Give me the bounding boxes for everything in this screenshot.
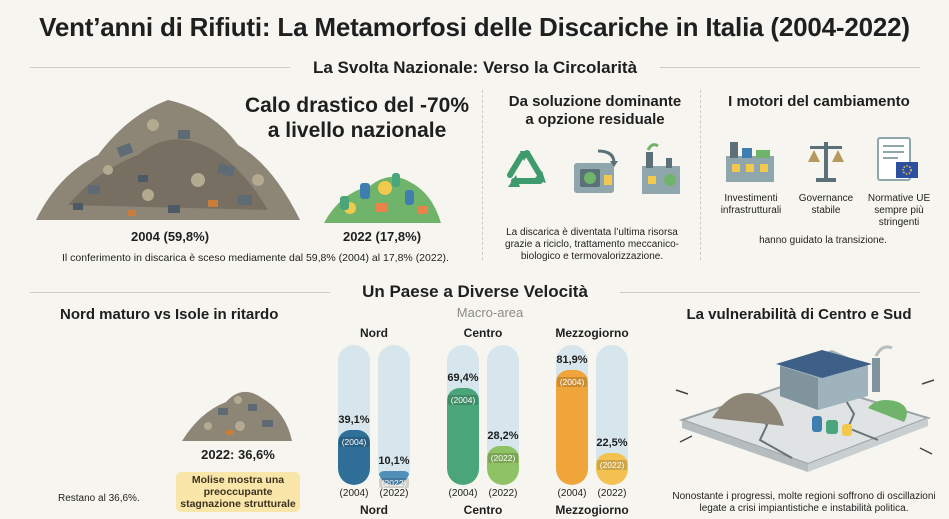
molise-note-line3: stagnazione strutturale [180, 498, 296, 510]
year-tag-centro-2022 [487, 448, 519, 466]
driver-line: sempre più [874, 205, 924, 216]
divider [30, 67, 290, 68]
year-axis-label-centro-2022: (2022) [488, 488, 518, 499]
value-label-centro-2004: 69,4% [447, 372, 479, 384]
page-title: Vent’anni di Rifiuti: La Metamorfosi delle Discariche in Italia (2004-2022) [39, 12, 910, 42]
drivers-title: I motori del cambiamento [728, 93, 910, 110]
waste-to-energy-icon [636, 140, 686, 198]
molise-note [176, 472, 300, 512]
divider [700, 90, 701, 260]
year-tag-nord-2004 [338, 432, 370, 450]
year-tag-text: (2004) [557, 377, 588, 387]
transition-title-line2: a opzione residuale [525, 111, 665, 128]
cracked-landfill-plant-icon [672, 330, 938, 478]
category-label-top: Mezzogiorno [555, 326, 629, 340]
mechanical-treatment-icon [568, 145, 624, 197]
divider [482, 90, 483, 260]
left-panel-title: Nord maturo vs Isole in ritardo [60, 306, 279, 323]
driver-line: Investimenti [724, 193, 778, 204]
year-axis-label-nord-2004: (2004) [339, 488, 369, 499]
value-label-nord-2022: 10,1% [378, 455, 410, 467]
macro-area-chart [330, 300, 650, 519]
category-label-top: Centro [463, 326, 503, 340]
year-axis-label-mezzogiorno-2004: (2004) [557, 488, 587, 499]
scales-icon [802, 136, 850, 184]
national-headline-line2: a livello nazionale [267, 119, 447, 142]
transition-text-line2: grazie a riciclo, trattamento meccanico- [505, 239, 679, 250]
national-headline-line1: Calo drastico del -70% [244, 94, 470, 117]
divider [30, 292, 330, 293]
factory-icon [722, 136, 778, 184]
right-panel-caption [662, 491, 946, 515]
driver-line: infrastrutturali [720, 205, 782, 216]
national-headline [232, 93, 482, 143]
transition-title-line1: Da soluzione dominante [508, 93, 682, 110]
driver-investments [712, 193, 790, 217]
transition-text [494, 227, 690, 263]
transition-title [490, 93, 700, 129]
molise-note-line2: preoccupante [203, 486, 273, 498]
year-tag-text: (2022) [488, 453, 519, 463]
category-label-bottom: Mezzogiorno [555, 503, 629, 517]
category-label-top: Nord [360, 326, 388, 340]
divider [660, 67, 920, 68]
restano-text: Restano al 36,6%. [58, 493, 140, 504]
section-title-national: La Svolta Nazionale: Verso la Circolarità [312, 58, 638, 77]
driver-eu-rules [862, 193, 936, 229]
value-label-mezzogiorno-2022: 22,5% [596, 437, 628, 449]
bar-track-centro-2004 [447, 345, 479, 485]
landfill-pile-2022-icon [320, 158, 445, 226]
year-tag-mezzogiorno-2022 [596, 455, 628, 473]
year-tag-mezzogiorno-2004 [556, 372, 588, 390]
landfill-pile-molise-icon [178, 378, 296, 444]
eu-document-icon [872, 134, 922, 186]
right-caption-line1: Nonostante i progressi, molte regioni soffrono di oscillazioni [672, 491, 936, 502]
year-tag-text: (2004) [448, 395, 479, 405]
category-label-bottom: Nord [360, 503, 388, 517]
driver-line: stabile [811, 205, 841, 216]
chart-title: Macro-area [456, 305, 524, 320]
label-2004: 2004 (59,8%) [130, 229, 210, 244]
right-panel-title: La vulnerabilità di Centro e Sud [686, 306, 912, 323]
right-caption-line2: legate a crisi impiantistiche e instabilità politica. [699, 503, 909, 514]
recycle-icon [500, 145, 554, 199]
driver-line: stringenti [878, 217, 920, 228]
value-label-mezzogiorno-2004: 81,9% [556, 354, 588, 366]
driver-governance [790, 193, 862, 217]
category-label-bottom: Centro [463, 503, 503, 517]
driver-line: Normative UE [867, 193, 931, 204]
national-caption: Il conferimento in discarica è sceso mediamente dal 59,8% (2004) al 17,8% (2022). [62, 252, 449, 264]
driver-line: Governance [798, 193, 854, 204]
year-tag-centro-2004 [447, 390, 479, 408]
drivers-caption: hanno guidato la transizione. [759, 235, 887, 246]
molise-note-line1: Molise mostra una [191, 474, 285, 486]
divider [620, 292, 920, 293]
section-title-speeds: Un Paese a Diverse Velocità [362, 282, 588, 301]
year-tag-text: (2022) [597, 460, 628, 470]
molise-pile-label: 2022: 36,6% [201, 447, 275, 462]
bar-track-mezzogiorno-2004 [556, 345, 588, 485]
year-axis-label-centro-2004: (2004) [448, 488, 478, 499]
transition-text-line3: biologico e termovalorizzazione. [520, 251, 664, 262]
value-label-nord-2004: 39,1% [338, 414, 370, 426]
year-tag-text: (2004) [339, 437, 370, 447]
year-axis-label-mezzogiorno-2022: (2022) [597, 488, 627, 499]
label-2022: 2022 (17,8%) [342, 229, 422, 244]
value-label-centro-2022: 28,2% [487, 430, 519, 442]
transition-text-line1: La discarica è diventata l’ultima risorsa [506, 227, 678, 238]
year-tag-text: (2022) [379, 478, 410, 488]
year-axis-label-nord-2022: (2022) [379, 488, 409, 499]
